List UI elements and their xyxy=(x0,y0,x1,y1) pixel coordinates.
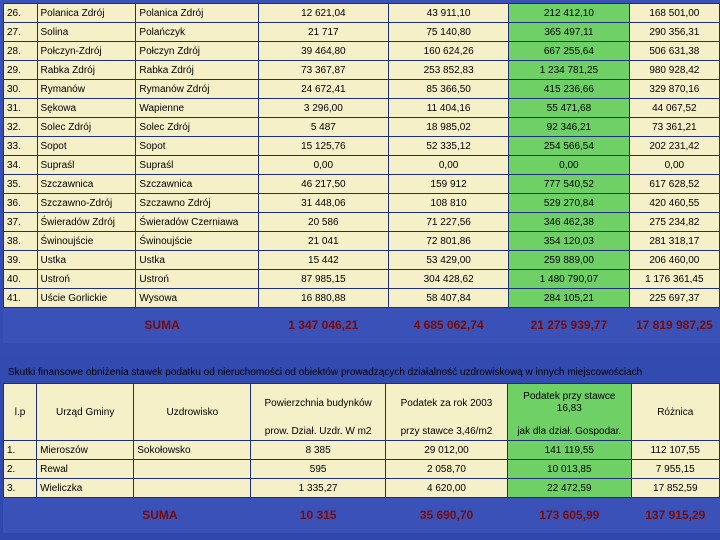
row-roznica: 168 501,00 xyxy=(629,4,719,23)
row-uzdrowisko: Połczyn Zdrój xyxy=(136,42,258,61)
row-podatek-16: 55 471,68 xyxy=(509,99,630,118)
row-gmina: Wieliczka xyxy=(37,479,134,498)
row-roznica: 206 460,00 xyxy=(629,251,719,270)
row-podatek-2003: 160 624,26 xyxy=(389,42,509,61)
row-roznica: 329 870,16 xyxy=(629,80,719,99)
row-podatek-2003: 53 429,00 xyxy=(389,251,509,270)
header-powierzchnia: Powierzchnia budynków xyxy=(251,384,386,423)
row-powierzchnia: 15 442 xyxy=(258,251,389,270)
row-lp: 31. xyxy=(4,99,38,118)
row-podatek-2003: 2 058,70 xyxy=(385,460,507,479)
row-podatek-16: 141 119,55 xyxy=(508,441,631,460)
row-roznica: 44 067,52 xyxy=(629,99,719,118)
table-row xyxy=(4,175,720,194)
row-podatek-2003: 18 985,02 xyxy=(389,118,509,137)
row-gmina: Rymanów xyxy=(37,80,136,99)
header-gmina: Urząd Gminy xyxy=(37,384,134,441)
bottom-sum-section xyxy=(4,498,720,533)
row-lp: 35. xyxy=(4,175,38,194)
header-powierzchnia-sub: prow. Dział. Uzdr. W m2 xyxy=(251,422,386,441)
row-podatek-2003: 85 366,50 xyxy=(389,80,509,99)
table-row xyxy=(4,251,720,270)
bottom-sum-row xyxy=(4,498,720,533)
row-uzdrowisko: Sopot xyxy=(136,137,258,156)
row-powierzchnia: 8 385 xyxy=(251,441,386,460)
row-roznica: 980 928,42 xyxy=(629,61,719,80)
row-powierzchnia: 87 985,15 xyxy=(258,270,389,289)
table-row xyxy=(4,270,720,289)
row-podatek-16: 354 120,03 xyxy=(509,232,630,251)
section-caption: Skutki finansowe obniżenia stawek podatku od nieruchomości od obiektów prowadzących działalność uzdrowiskową w innych miejscowościach xyxy=(8,367,643,378)
row-gmina: Świnoujście xyxy=(37,232,136,251)
row-powierzchnia: 73 367,87 xyxy=(258,61,389,80)
table-row xyxy=(4,99,720,118)
row-podatek-16: 1 480 790,07 xyxy=(509,270,630,289)
row-uzdrowisko: Rymanów Zdrój xyxy=(136,80,258,99)
row-powierzchnia: 1 335,27 xyxy=(251,479,386,498)
row-uzdrowisko: Rabka Zdrój xyxy=(136,61,258,80)
row-podatek-2003: 304 428,62 xyxy=(389,270,509,289)
row-podatek-2003: 4 620,00 xyxy=(385,479,507,498)
top-sum-section xyxy=(4,308,720,343)
row-podatek-2003: 52 335,12 xyxy=(389,137,509,156)
row-uzdrowisko: Ustroń xyxy=(136,270,258,289)
row-powierzchnia: 46 217,50 xyxy=(258,175,389,194)
row-roznica: 202 231,42 xyxy=(629,137,719,156)
row-roznica: 0,00 xyxy=(629,156,719,175)
row-podatek-16: 92 346,21 xyxy=(509,118,630,137)
row-lp: 27. xyxy=(4,23,38,42)
row-lp: 34. xyxy=(4,156,38,175)
row-powierzchnia: 20 586 xyxy=(258,213,389,232)
row-uzdrowisko: Supraśl xyxy=(136,156,258,175)
row-lp: 32. xyxy=(4,118,38,137)
row-gmina: Sopot xyxy=(37,137,136,156)
header-podatek-2003: Podatek za rok 2003 xyxy=(385,384,507,423)
row-gmina: Połczyn-Zdrój xyxy=(37,42,136,61)
bottom-sum-podatek-2003: 35 690,70 xyxy=(385,498,507,533)
row-powierzchnia: 31 448,06 xyxy=(258,194,389,213)
table-row xyxy=(4,479,720,498)
bottom-sum-label: SUMA xyxy=(134,498,251,533)
table-row xyxy=(4,42,720,61)
row-powierzchnia: 16 880,88 xyxy=(258,289,389,308)
row-podatek-16: 254 566,54 xyxy=(509,137,630,156)
row-gmina: Rewal xyxy=(37,460,134,479)
row-uzdrowisko: Szczawno Zdrój xyxy=(136,194,258,213)
row-podatek-16: 415 236,66 xyxy=(509,80,630,99)
table-row xyxy=(4,61,720,80)
row-podatek-2003: 72 801,86 xyxy=(389,232,509,251)
header-row-1 xyxy=(4,384,720,423)
table-row xyxy=(4,441,720,460)
table-row xyxy=(4,137,720,156)
row-lp: 2. xyxy=(4,460,37,479)
row-gmina: Szczawno-Zdrój xyxy=(37,194,136,213)
row-uzdrowisko: Solec Zdrój xyxy=(136,118,258,137)
row-lp: 26. xyxy=(4,4,38,23)
row-lp: 29. xyxy=(4,61,38,80)
bottom-sum-empty-gmina xyxy=(37,498,134,533)
row-lp: 39. xyxy=(4,251,38,270)
table-row xyxy=(4,213,720,232)
row-gmina: Ustka xyxy=(37,251,136,270)
top-sum-empty-gmina xyxy=(37,308,136,343)
row-roznica: 420 460,55 xyxy=(629,194,719,213)
table-row xyxy=(4,118,720,137)
row-roznica: 73 361,21 xyxy=(629,118,719,137)
row-roznica: 275 234,82 xyxy=(629,213,719,232)
bottom-sum-empty-lp xyxy=(4,498,37,533)
row-gmina: Solec Zdrój xyxy=(37,118,136,137)
row-podatek-16: 667 255,64 xyxy=(509,42,630,61)
table-row xyxy=(4,232,720,251)
bottom-header xyxy=(4,384,720,441)
row-powierzchnia: 21 041 xyxy=(258,232,389,251)
row-lp: 1. xyxy=(4,441,37,460)
table-row xyxy=(4,23,720,42)
row-podatek-16: 212 412,10 xyxy=(509,4,630,23)
row-roznica: 506 631,38 xyxy=(629,42,719,61)
bottom-table xyxy=(3,383,720,533)
table-row xyxy=(4,156,720,175)
row-podatek-16: 346 462,38 xyxy=(509,213,630,232)
row-powierzchnia: 3 296,00 xyxy=(258,99,389,118)
header-uzdrowisko: Uzdrowisko xyxy=(134,384,251,441)
row-lp: 37. xyxy=(4,213,38,232)
header-roznica: Różnica xyxy=(631,384,719,441)
header-podatek-16: Podatek przy stawce 16,83 xyxy=(508,384,631,423)
row-uzdrowisko: Szczawnica xyxy=(136,175,258,194)
row-uzdrowisko: Świnoujście xyxy=(136,232,258,251)
row-gmina: Świeradów Zdrój xyxy=(37,213,136,232)
row-gmina: Mieroszów xyxy=(37,441,134,460)
row-uzdrowisko: Ustka xyxy=(136,251,258,270)
row-uzdrowisko: Wapienne xyxy=(136,99,258,118)
row-gmina: Szczawnica xyxy=(37,175,136,194)
row-lp: 36. xyxy=(4,194,38,213)
row-lp: 38. xyxy=(4,232,38,251)
table-row xyxy=(4,194,720,213)
top-sum-empty-lp xyxy=(4,308,38,343)
row-podatek-2003: 253 852,83 xyxy=(389,61,509,80)
row-podatek-2003: 71 227,56 xyxy=(389,213,509,232)
row-powierzchnia: 595 xyxy=(251,460,386,479)
row-powierzchnia: 24 672,41 xyxy=(258,80,389,99)
row-podatek-2003: 58 407,84 xyxy=(389,289,509,308)
top-sum-podatek-2003: 4 685 062,74 xyxy=(389,308,509,343)
row-gmina: Rabka Zdrój xyxy=(37,61,136,80)
row-uzdrowisko: Wysowa xyxy=(136,289,258,308)
row-uzdrowisko: Polańczyk xyxy=(136,23,258,42)
row-podatek-16: 10 013,85 xyxy=(508,460,631,479)
row-powierzchnia: 5 487 xyxy=(258,118,389,137)
top-sum-row xyxy=(4,308,720,343)
row-gmina: Solina xyxy=(37,23,136,42)
header-lp: l.p xyxy=(4,384,37,441)
top-sum-roznica: 17 819 987,25 xyxy=(629,308,719,343)
row-podatek-16: 0,00 xyxy=(509,156,630,175)
table-row xyxy=(4,460,720,479)
table-row xyxy=(4,80,720,99)
row-podatek-2003: 0,00 xyxy=(389,156,509,175)
bottom-sum-powierzchnia: 10 315 xyxy=(251,498,386,533)
row-roznica: 112 107,55 xyxy=(631,441,719,460)
row-powierzchnia: 21 717 xyxy=(258,23,389,42)
row-podatek-16: 1 234 781,25 xyxy=(509,61,630,80)
top-table xyxy=(3,3,720,343)
row-uzdrowisko: Świeradów Czerniawa xyxy=(136,213,258,232)
row-lp: 40. xyxy=(4,270,38,289)
row-lp: 28. xyxy=(4,42,38,61)
header-podatek-2003-sub: przy stawce 3,46/m2 xyxy=(385,422,507,441)
row-powierzchnia: 0,00 xyxy=(258,156,389,175)
row-uzdrowisko xyxy=(134,479,251,498)
row-powierzchnia: 39 464,80 xyxy=(258,42,389,61)
row-uzdrowisko: Polanica Zdrój xyxy=(136,4,258,23)
row-podatek-16: 365 497,11 xyxy=(509,23,630,42)
row-roznica: 290 356,31 xyxy=(629,23,719,42)
row-lp: 41. xyxy=(4,289,38,308)
row-podatek-2003: 108 810 xyxy=(389,194,509,213)
row-gmina: Ustroń xyxy=(37,270,136,289)
bottom-sum-roznica: 137 915,29 xyxy=(631,498,719,533)
row-gmina: Uście Gorlickie xyxy=(37,289,136,308)
row-lp: 30. xyxy=(4,80,38,99)
row-roznica: 17 852,59 xyxy=(631,479,719,498)
row-roznica: 225 697,37 xyxy=(629,289,719,308)
header-podatek-16-sub: jak dla dział. Gospodar. xyxy=(508,422,631,441)
row-gmina: Polanica Zdrój xyxy=(37,4,136,23)
top-table-body xyxy=(4,4,720,308)
row-podatek-16: 259 889,00 xyxy=(509,251,630,270)
row-podatek-16: 22 472,59 xyxy=(508,479,631,498)
top-sum-label: SUMA xyxy=(136,308,258,343)
row-podatek-16: 529 270,84 xyxy=(509,194,630,213)
row-podatek-16: 284 105,21 xyxy=(509,289,630,308)
row-powierzchnia: 12 621,04 xyxy=(258,4,389,23)
row-lp: 3. xyxy=(4,479,37,498)
row-uzdrowisko xyxy=(134,460,251,479)
bottom-table-body xyxy=(4,441,720,498)
row-roznica: 1 176 361,45 xyxy=(629,270,719,289)
bottom-sum-podatek-16: 173 605,99 xyxy=(508,498,631,533)
row-podatek-2003: 75 140,80 xyxy=(389,23,509,42)
row-gmina: Supraśl xyxy=(37,156,136,175)
table-row xyxy=(4,4,720,23)
row-roznica: 7 955,15 xyxy=(631,460,719,479)
row-gmina: Sękowa xyxy=(37,99,136,118)
row-lp: 33. xyxy=(4,137,38,156)
row-roznica: 281 318,17 xyxy=(629,232,719,251)
row-uzdrowisko: Sokołowsko xyxy=(134,441,251,460)
row-podatek-2003: 43 911,10 xyxy=(389,4,509,23)
row-podatek-2003: 11 404,16 xyxy=(389,99,509,118)
row-podatek-2003: 29 012,00 xyxy=(385,441,507,460)
top-sum-powierzchnia: 1 347 046,21 xyxy=(258,308,389,343)
row-powierzchnia: 15 125,76 xyxy=(258,137,389,156)
top-sum-podatek-16: 21 275 939,77 xyxy=(509,308,630,343)
table-row xyxy=(4,289,720,308)
row-podatek-16: 777 540,52 xyxy=(509,175,630,194)
row-roznica: 617 628,52 xyxy=(629,175,719,194)
row-podatek-2003: 159 912 xyxy=(389,175,509,194)
